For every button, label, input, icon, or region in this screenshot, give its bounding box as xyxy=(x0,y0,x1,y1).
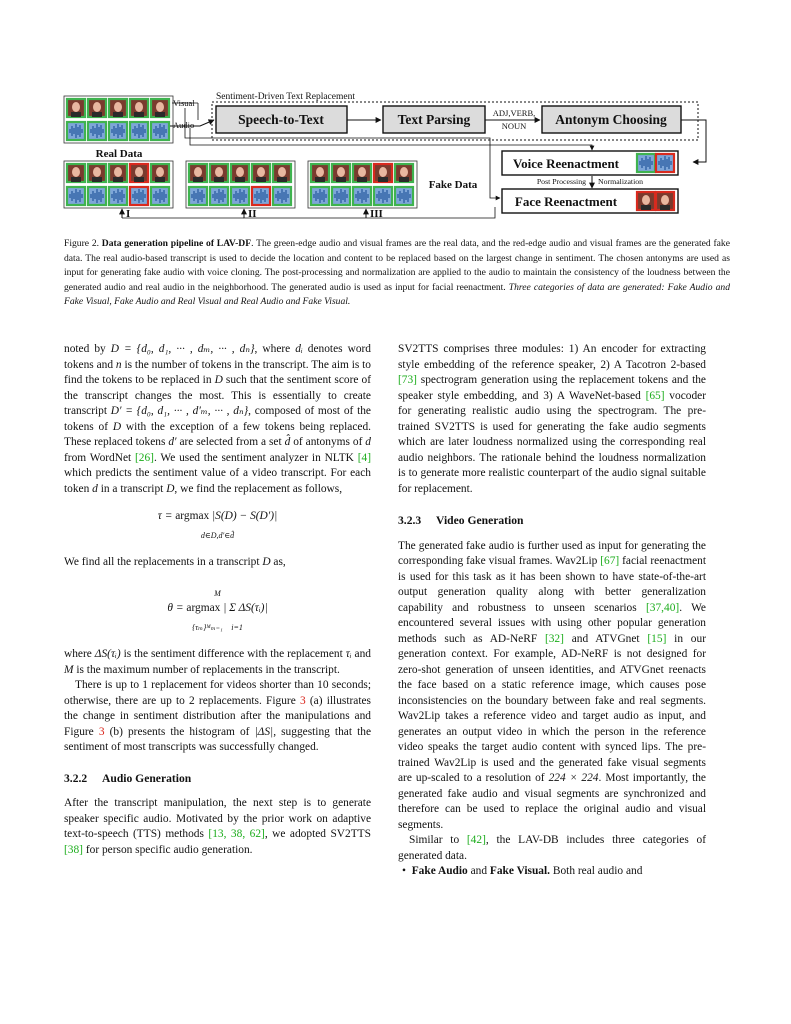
paragraph-replacements: There is up to 1 replacement for videos shorter than 10 seconds; otherwise, there are up to 2 replacements. Figure 3 (a) illustrates the change in sentiment distribution after the manipulations and Figure 3 (b) presents the histogram of |ΔS|, suggesting that the sentiment of most transcripts was successfully changed. xyxy=(64,679,371,753)
citation-40[interactable]: 40] xyxy=(664,601,680,614)
text-parsing-label: Text Parsing xyxy=(397,112,471,127)
audio-frame xyxy=(130,122,148,140)
paragraph-transcript: noted by D = {d₀, d₁, ··· , dₘ, ··· , dₙ}, where dᵢ denotes word tokens and n is the number of tokens in the transcript. The aim is to find the tokens to be replaced in D such that the sentiment score of the transcript changes the most. This is essentially to create transcript D′ = {d₀, d₁, ··· , d′ₘ, ··· , dₙ}, composed of most of the tokens of D with the exception of a few tokens being replaced. These replaced tokens d′ are selected from a set d̂ of antonyms of d from WordNet [26]. We used the sentiment analyzer in NLTK [4] which predicts the sentiment value of a video transcript. For each token d in a transcript D, we find the replacement as follows, xyxy=(64,343,372,495)
left-column xyxy=(64,342,371,858)
audio-frame xyxy=(67,187,85,205)
real-data-frames xyxy=(64,96,173,143)
visual-frame xyxy=(210,164,228,182)
caption-label: Figure 2. xyxy=(64,238,100,249)
voice-audio-icon-1 xyxy=(637,154,655,172)
visual-frame xyxy=(353,164,371,182)
pipeline-diagram xyxy=(0,0,791,235)
citation-38[interactable]: 38, xyxy=(226,828,246,840)
citation-65[interactable]: [65] xyxy=(645,389,665,402)
figure-3b-link[interactable]: 3 xyxy=(98,725,105,738)
audio-frame xyxy=(231,187,249,205)
section-3-2-3-title: 3.2.3 Video Generation xyxy=(398,514,524,527)
visual-frame xyxy=(374,164,392,182)
category-1-label: I xyxy=(126,208,131,220)
visual-frame xyxy=(332,164,350,182)
visual-frame xyxy=(130,99,148,117)
voice-audio-icon-2 xyxy=(656,154,674,172)
voice-audio-icons xyxy=(637,154,674,172)
audio-frame xyxy=(311,187,329,205)
post-processing-label: Post Processing xyxy=(536,177,586,186)
audio-frame xyxy=(109,187,127,205)
audio-frame xyxy=(273,187,291,205)
citation-26[interactable]: [26] xyxy=(135,451,154,464)
pos-tags-line1: ADJ,VERB, xyxy=(492,108,536,118)
caption-italic: Three categories of data are generated: Fake Audio and Fake Visual, Fake Audio and Real Visual and Real Audio and Fake Visual. xyxy=(64,281,730,308)
paragraph-sv2tts: SV2TTS comprises three modules: 1) An encoder for extracting style embedding of the reference speaker, 2) A Tacotron 2-based [73] spectrogram generation using the replacement tokens and the speaker style embedding, and 3) A WaveNet-based [65] vocoder for generating realistic audio using the spectrogram. The pre-trained SV2TTS is used for generating the fake audio segments which are later loudness normalized using the corresponding real audio neighbors. The rationale behind the loudness normalization is to generate more realistic counterpart of the audio signal suitable for replacement. xyxy=(398,343,706,495)
visual-frame xyxy=(151,164,169,182)
visual-frame xyxy=(311,164,329,182)
visual-frame xyxy=(88,164,106,182)
visual-frame xyxy=(67,99,85,117)
face-frame-icon-2 xyxy=(656,192,674,210)
sentiment-box-title: Sentiment-Driven Text Replacement xyxy=(216,92,355,102)
figure-2 xyxy=(0,0,791,235)
citation-67[interactable]: [67] xyxy=(600,555,620,567)
paragraph-video-generation: The generated fake audio is further used as input for generating the corresponding fake visual frames. Wav2Lip [67] facial reenactment is used for this task as it has been shown to have state-of-the-art output generation quality along with better generalization capability and robustness to unseen scenarios [37,40]. We encountered several issues with using other popular generation methods such as AD-NeRF [32] and ATVGnet [15] in our generation context. For example, AD-NeRF is not designed for zero-shot generation of unseen identities, and ATVGnet reenacts the face based on a static reference image, which causes pose inconsistencies on the boundary between fake and real segments. Wav2Lip takes a reference video and target audio as input, and generates an output video in which the person in the reference video speaks the target audio content with synced lips. The pre-trained Wav2Lip is used and the generated fake visual segments are up-scaled to a resolution of 224 × 224. Most importantly, the generated fake audio and visual segments are synchronized and therefore can be used to replace the original audio and visual segments. xyxy=(398,539,706,831)
visual-label: Visual xyxy=(173,98,195,108)
caption-body: . The green-edge audio and visual frames are the real data, and the red-edge audio and visual frames are the generated fake data. The real audio-based transcript is used to decide the location and content to be replaced based on the largest change in sentiment. The chosen antonyms are used as input for generating fake audio with voice cloning. The post-processing and normalization are applied to the audio to maintain the consistency of the loudness between the generated audio and real audio in the neighborhood. The generated audio is used as input for facial reenactment. xyxy=(64,238,730,293)
citation-62[interactable]: 62] xyxy=(245,828,265,840)
visual-frame xyxy=(151,99,169,117)
citation-32[interactable]: [32] xyxy=(544,632,564,645)
audio-frame xyxy=(109,122,127,140)
visual-frame xyxy=(273,164,291,182)
pos-tags-line2: NOUN xyxy=(501,121,527,131)
visual-frame xyxy=(109,164,127,182)
paragraph-where: where ΔS(τᵢ) is the sentiment difference with the replacement τᵢ and M is the maximum number of replacements in the transcript. xyxy=(64,648,371,676)
fake-data-label: Fake Data xyxy=(428,179,478,191)
normalization-label: Normalization xyxy=(598,177,644,186)
equation-1: τ = argmax |S(D) − S(D′)| $_{d\in D,d'\in d̂}$ xyxy=(157,510,278,540)
citation-73[interactable]: [73] xyxy=(398,374,417,386)
visual-frame xyxy=(231,164,249,182)
audio-frame xyxy=(88,122,106,140)
voice-reenactment-label: Voice Reenactment xyxy=(512,156,620,171)
category-3-label: III xyxy=(370,208,383,220)
visual-frame xyxy=(67,164,85,182)
paragraph-categories: Similar to [42], the LAV-DB includes three categories of generated data. xyxy=(398,834,706,862)
visual-frame xyxy=(189,164,207,182)
face-reenactment-label: Face Reenactment xyxy=(514,194,618,209)
face-frame-icons xyxy=(637,192,674,210)
visual-frame xyxy=(395,164,413,182)
fake-data-category-1-frames xyxy=(64,161,173,208)
citation-38b[interactable]: [38] xyxy=(64,843,83,856)
audio-frame xyxy=(353,187,371,205)
figure-3a-link[interactable]: 3 xyxy=(299,694,306,707)
speech-to-text-label: Speech-to-Text xyxy=(238,112,324,127)
audio-frame xyxy=(374,187,392,205)
audio-frame xyxy=(332,187,350,205)
citation-37[interactable]: [37, xyxy=(645,601,664,614)
visual-frame xyxy=(130,164,148,182)
right-column xyxy=(398,342,706,880)
visual-frame xyxy=(252,164,270,182)
visual-frame xyxy=(109,99,127,117)
audio-label: Audio xyxy=(173,120,195,130)
audio-frame xyxy=(130,187,148,205)
antonym-choosing-label: Antonym Choosing xyxy=(555,112,667,127)
audio-frame xyxy=(395,187,413,205)
audio-frame xyxy=(88,187,106,205)
paragraph-audio-generation: After the transcript manipulation, the next step is to generate speaker specific audio. Motivated by the prior work on adaptive text-to-speech (TTS) methods [13, 38, 62], we adopted SV2TTS [38] for person specific audio generation. xyxy=(64,797,371,856)
citation-42[interactable]: [42] xyxy=(466,834,486,846)
bullet-fake-audio-fake-visual: • Fake Audio and Fake Visual. Both real audio and xyxy=(402,865,643,877)
section-3-2-2-title: 3.2.2 Audio Generation xyxy=(64,771,192,785)
caption-bold: Data generation pipeline of LAV-DF xyxy=(101,238,252,249)
fake-data-category-2-frames xyxy=(186,161,295,208)
visual-frame xyxy=(88,99,106,117)
face-frame-icon-1 xyxy=(637,192,655,210)
citation-15[interactable]: [15] xyxy=(647,632,667,645)
equation-2: $_M$ θ = argmax | Σ ΔS(τᵢ)| $_{\{\tau_m\}ᴹ_{m=1}}$ $_{i=1}$ xyxy=(167,588,268,632)
citation-13[interactable]: [13, xyxy=(208,828,227,840)
real-data-label: Real Data xyxy=(95,148,143,160)
audio-frame xyxy=(151,122,169,140)
audio-frame xyxy=(189,187,207,205)
figure-caption xyxy=(64,237,730,310)
antonym-to-voice-arrow xyxy=(681,120,706,162)
category-2-label: II xyxy=(248,208,257,220)
audio-frame xyxy=(67,122,85,140)
audio-frame xyxy=(151,187,169,205)
fake-data-category-3-frames xyxy=(308,161,417,208)
audio-frame xyxy=(252,187,270,205)
citation-4[interactable]: [4] xyxy=(357,451,371,464)
paragraph-find-all: We find all the replacements in a transcript D as, xyxy=(64,556,286,568)
audio-frame xyxy=(210,187,228,205)
